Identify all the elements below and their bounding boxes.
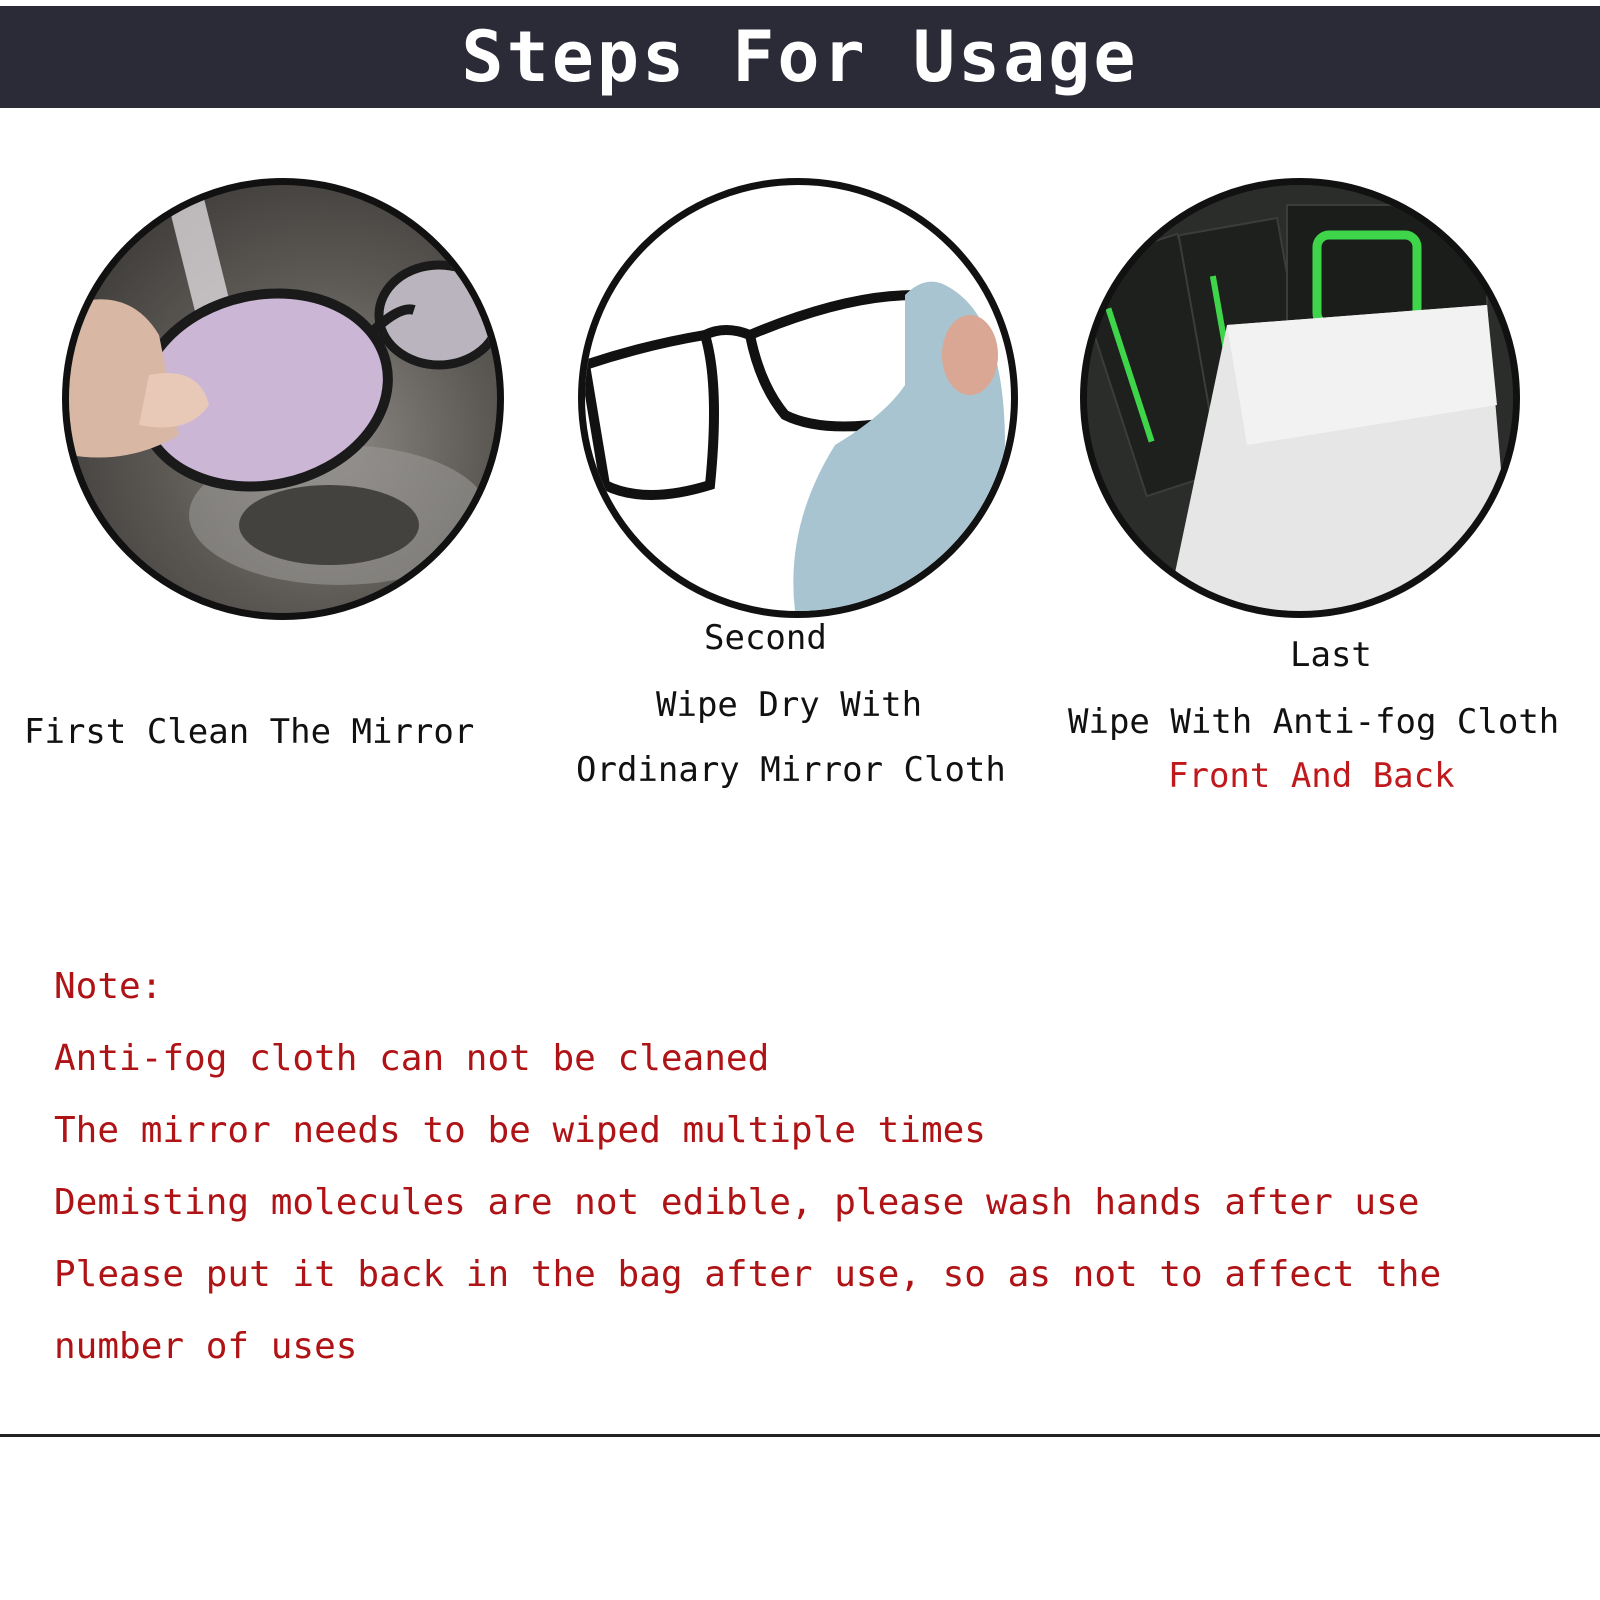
step-3-label: Last [1290, 635, 1372, 675]
bottom-divider [0, 1434, 1600, 1437]
step-3-image [1080, 178, 1520, 618]
step-1-image [62, 178, 504, 620]
glasses-wipe-illustration [585, 185, 1011, 611]
step-3-highlight: Front And Back [1168, 756, 1455, 796]
header-banner [0, 6, 1600, 108]
step-2-caption-line-2: Ordinary Mirror Cloth [576, 750, 1006, 790]
step-2-image [578, 178, 1018, 618]
glasses-under-water-illustration [69, 185, 497, 613]
note-heading: Note: [54, 966, 163, 1007]
anti-fog-cloth-illustration [1087, 185, 1513, 611]
page-title: Steps For Usage [461, 16, 1139, 98]
note-line-4: Please put it back in the bag after use, so as not to affect the [54, 1254, 1442, 1295]
step-2-label: Second [704, 618, 827, 658]
note-line-5: number of uses [54, 1326, 358, 1367]
note-line-3: Demisting molecules are not edible, please wash hands after use [54, 1182, 1420, 1223]
step-2-caption-line-1: Wipe Dry With [656, 685, 923, 725]
step-3-caption-line-1: Wipe With Anti-fog Cloth [1068, 702, 1560, 742]
note-line-1: Anti-fog cloth can not be cleaned [54, 1038, 770, 1079]
note-line-2: The mirror needs to be wiped multiple times [54, 1110, 986, 1151]
step-1-caption: First Clean The Mirror [24, 712, 475, 752]
